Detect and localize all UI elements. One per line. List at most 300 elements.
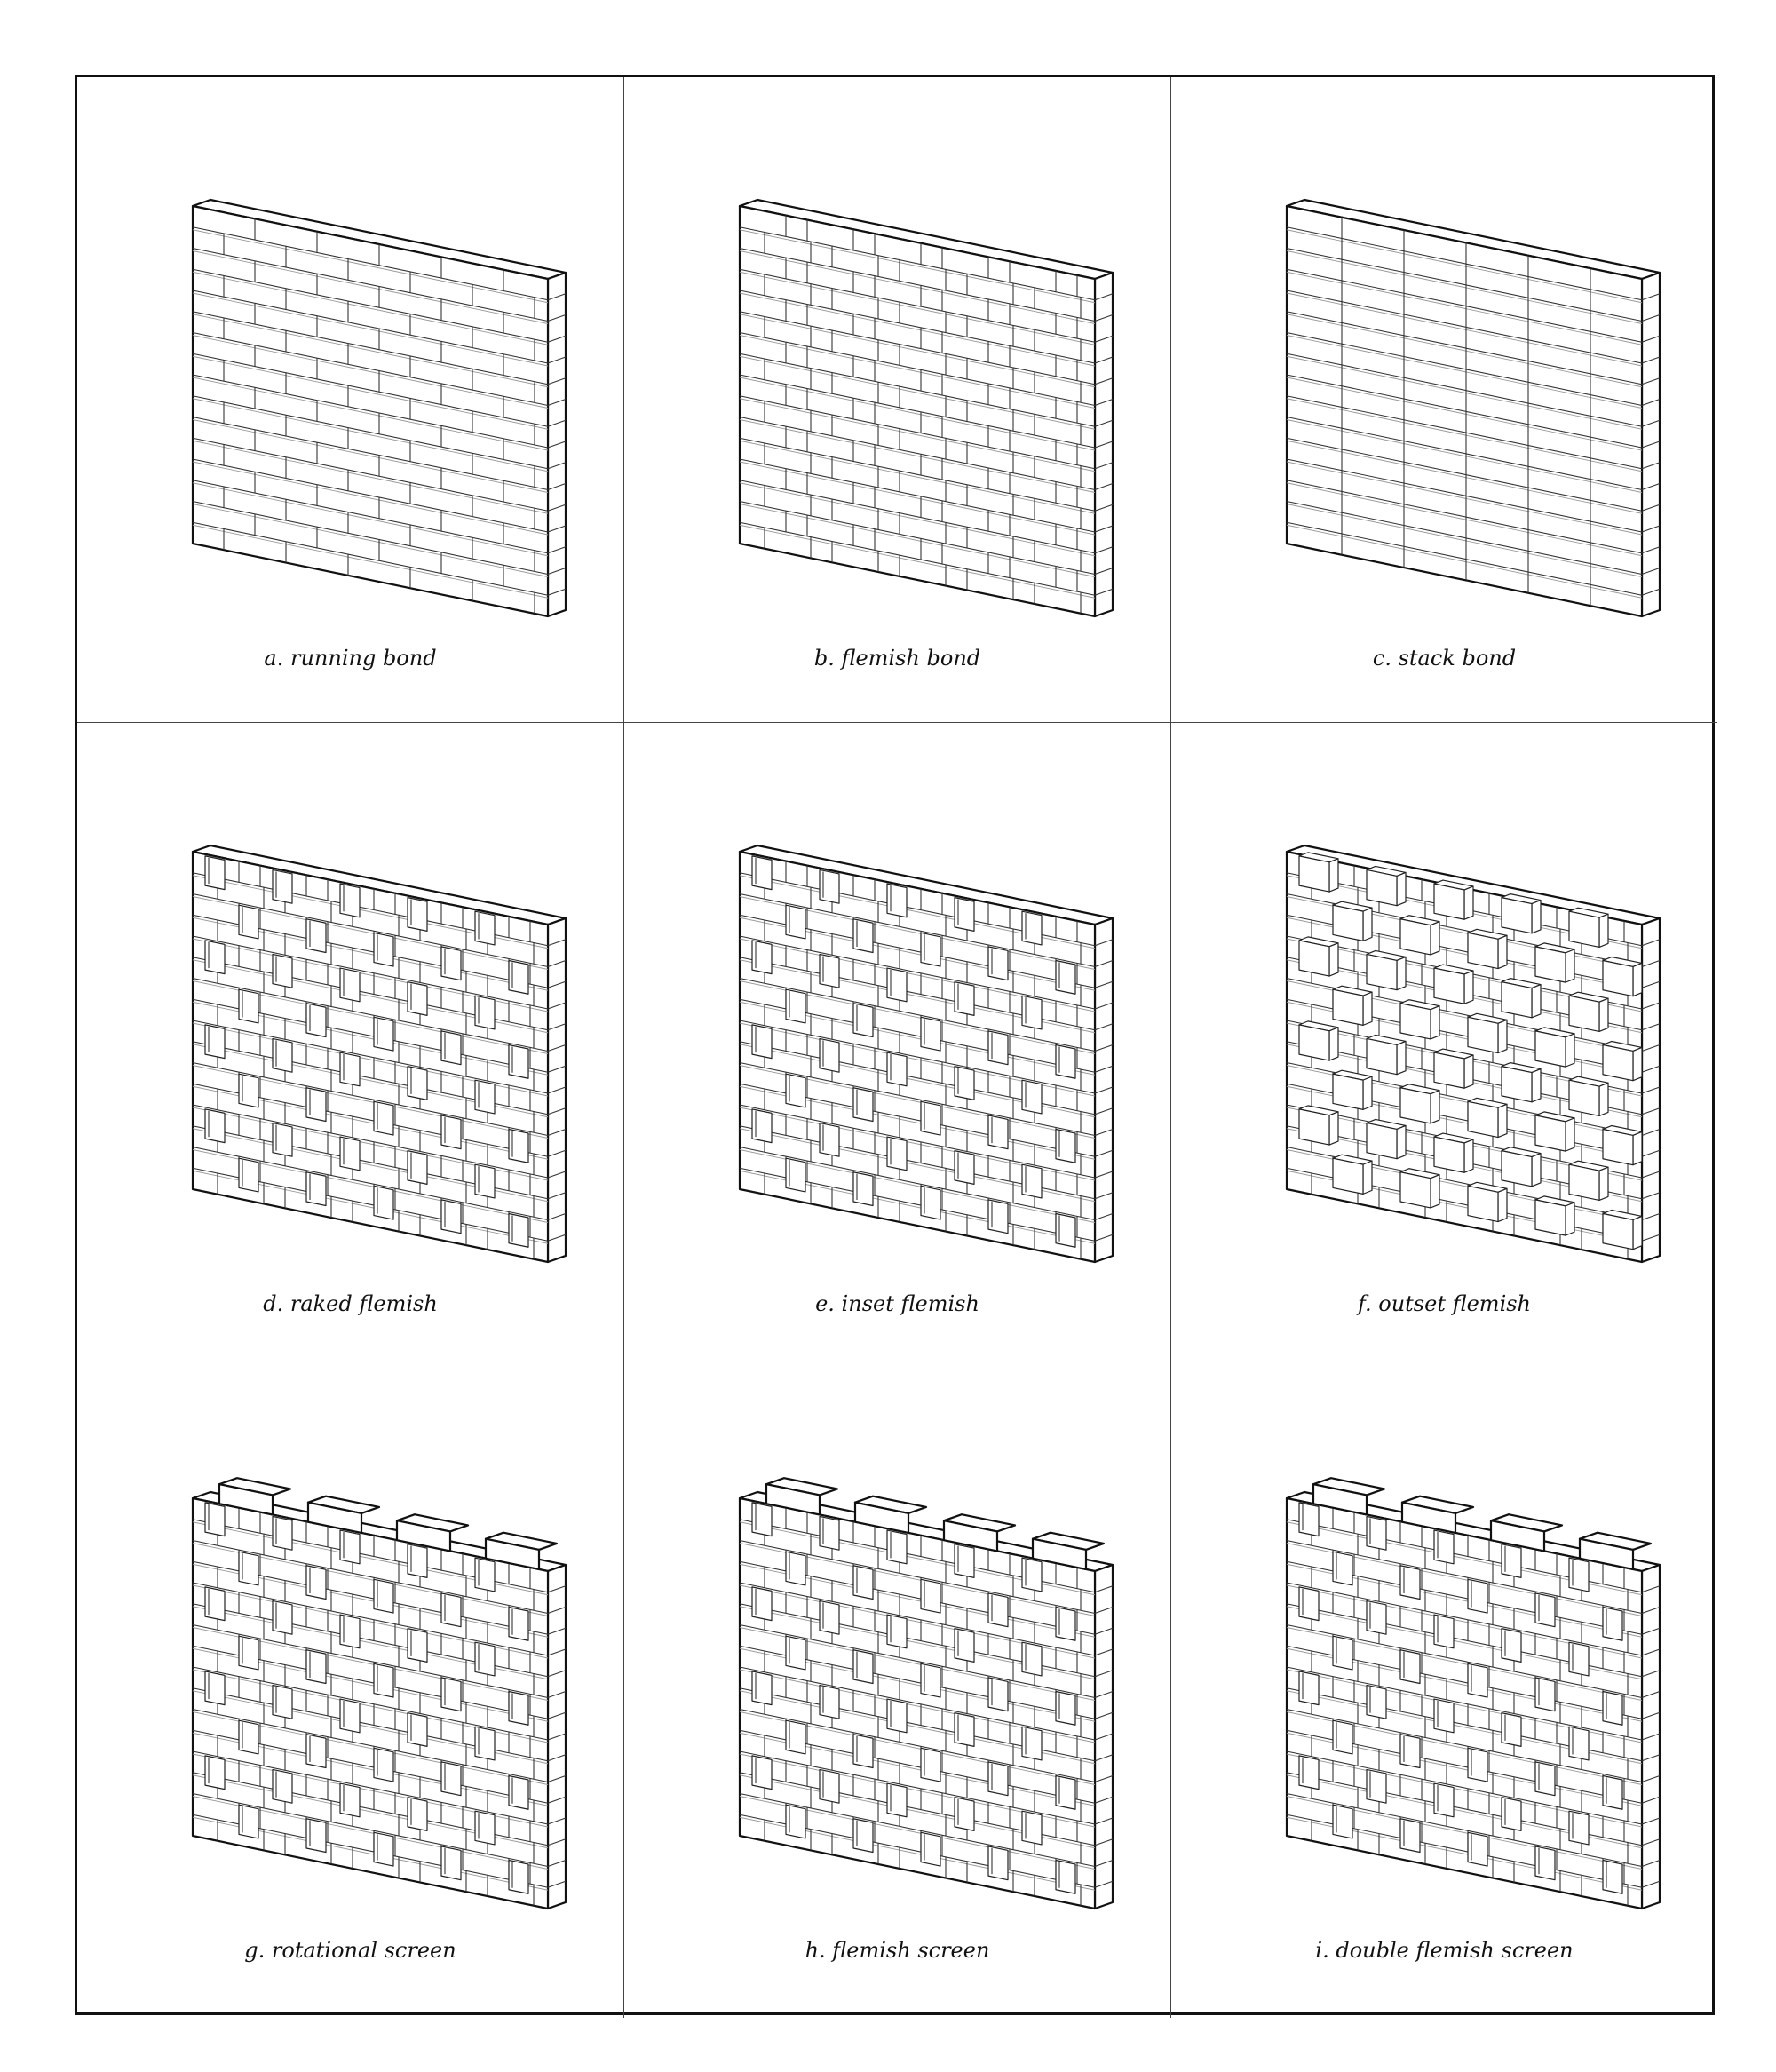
outset-brick-face	[1603, 1129, 1633, 1164]
screen-opening	[820, 1516, 839, 1550]
screen-opening	[273, 1685, 292, 1719]
inset-brick	[752, 941, 772, 974]
inset-brick	[820, 954, 839, 988]
outset-brick-side	[1566, 1118, 1574, 1151]
inset-brick	[820, 869, 839, 903]
screen-opening	[1569, 1727, 1589, 1760]
inset-brick	[921, 1017, 940, 1051]
inset-brick	[786, 905, 805, 939]
outset-brick-face	[1400, 1004, 1431, 1039]
outset-brick-face	[1603, 1044, 1633, 1080]
inset-brick	[921, 1101, 940, 1135]
outset-brick-side	[1431, 922, 1439, 955]
screen-opening	[1056, 1775, 1075, 1809]
screen-opening	[205, 1756, 225, 1790]
inset-brick	[1056, 1129, 1075, 1163]
outset-brick-side	[1329, 943, 1338, 976]
inset-brick	[752, 1025, 772, 1059]
diagram-grid	[75, 75, 1715, 2015]
inset-brick	[921, 1186, 940, 1219]
screen-opening	[1434, 1783, 1454, 1817]
inset-brick	[509, 1129, 528, 1163]
screen-opening	[1400, 1566, 1420, 1600]
screen-opening	[374, 1663, 393, 1697]
inset-brick	[509, 1213, 528, 1247]
inset-brick	[1056, 960, 1075, 994]
screen-opening	[1535, 1846, 1555, 1880]
screen-opening	[340, 1615, 360, 1648]
outset-brick-side	[1397, 1041, 1406, 1074]
screen-opening	[1333, 1552, 1352, 1585]
inset-brick	[887, 968, 907, 1002]
screen-opening	[1569, 1811, 1589, 1845]
outset-brick-face	[1333, 1074, 1363, 1109]
outset-brick-side	[1599, 1167, 1608, 1200]
inset-brick	[408, 982, 427, 1016]
inset-brick	[205, 856, 225, 890]
outset-brick-face	[1400, 1172, 1431, 1208]
inset-brick	[1056, 1213, 1075, 1247]
panel-flemish-screen	[624, 1369, 1171, 2018]
screen-opening	[1434, 1615, 1454, 1648]
screen-opening	[1400, 1650, 1420, 1684]
inset-brick	[853, 1004, 873, 1037]
rotational-screen-wall-drawing	[157, 1472, 530, 1898]
outset-brick-face	[1434, 884, 1464, 919]
screen-opening	[752, 1756, 772, 1790]
inset-brick	[988, 1115, 1008, 1149]
screen-opening	[955, 1544, 974, 1578]
screen-opening	[820, 1685, 839, 1719]
panel-inset-flemish	[624, 723, 1171, 1369]
outset-brick-side	[1329, 1112, 1338, 1145]
inset-brick	[205, 941, 225, 974]
screen-opening	[1468, 1832, 1487, 1866]
screen-opening	[921, 1748, 940, 1782]
screen-opening	[1569, 1642, 1589, 1676]
screen-opening	[988, 1678, 1008, 1711]
inset-brick	[475, 1164, 495, 1198]
screen-opening	[786, 1552, 805, 1585]
inset-brick	[752, 1109, 772, 1143]
inset-brick	[239, 1074, 258, 1107]
screen-opening	[921, 1579, 940, 1613]
inset-brick	[786, 1074, 805, 1107]
screen-opening	[1299, 1671, 1319, 1705]
panel-caption: e. inset flemish	[815, 1291, 979, 1316]
inset-brick	[374, 1101, 393, 1135]
inset-brick	[820, 1123, 839, 1156]
outset-brick-face	[1535, 1031, 1566, 1067]
screen-opening	[853, 1735, 873, 1768]
screen-opening	[988, 1846, 1008, 1880]
panel-outset-flemish	[1171, 723, 1717, 1369]
outset-brick-face	[1535, 947, 1566, 982]
inset-brick	[887, 1137, 907, 1171]
screen-opening	[1056, 1691, 1075, 1725]
inset-flemish-wall-drawing	[704, 825, 1077, 1251]
screen-opening	[955, 1629, 974, 1663]
outset-brick-side	[1363, 1076, 1372, 1109]
screen-opening	[509, 1860, 528, 1893]
screen-opening	[374, 1832, 393, 1866]
inset-brick	[853, 1172, 873, 1206]
inset-brick	[340, 1137, 360, 1171]
inset-brick	[1056, 1044, 1075, 1078]
inset-brick	[239, 989, 258, 1023]
flemish-screen-wall-drawing	[704, 1472, 1077, 1898]
inset-brick	[306, 1004, 326, 1037]
inset-brick	[306, 1088, 326, 1122]
outset-brick-face	[1603, 1213, 1633, 1249]
inset-brick	[887, 884, 907, 917]
raked-flemish-wall-drawing	[157, 825, 530, 1251]
outset-brick-face	[1367, 1123, 1397, 1158]
inset-brick	[374, 933, 393, 966]
screen-opening	[1502, 1798, 1521, 1831]
screen-opening	[1056, 1860, 1075, 1893]
screen-opening	[374, 1748, 393, 1782]
outset-brick-face	[1299, 941, 1329, 976]
screen-opening	[988, 1762, 1008, 1796]
panel-caption: a. running bond	[264, 646, 437, 671]
screen-opening	[853, 1819, 873, 1853]
outset-brick-side	[1363, 992, 1372, 1025]
inset-brick	[509, 960, 528, 994]
inset-brick	[441, 947, 461, 980]
screen-opening	[988, 1593, 1008, 1627]
outset-brick-face	[1367, 954, 1397, 989]
outset-brick-face	[1569, 996, 1599, 1031]
screen-opening	[306, 1650, 326, 1684]
panel-double-flemish-screen	[1171, 1369, 1717, 2018]
screen-opening	[239, 1805, 258, 1838]
outset-brick-face	[1299, 1109, 1329, 1145]
inset-brick	[988, 947, 1008, 980]
screen-opening	[1299, 1587, 1319, 1621]
screen-opening	[306, 1735, 326, 1768]
screen-opening	[887, 1783, 907, 1817]
screen-opening	[1400, 1819, 1420, 1853]
inset-brick	[239, 905, 258, 939]
inset-brick	[273, 869, 292, 903]
screen-opening	[239, 1552, 258, 1585]
screen-opening	[1603, 1607, 1622, 1640]
screen-opening	[955, 1798, 974, 1831]
panel-caption: c. stack bond	[1372, 646, 1517, 671]
outset-brick-face	[1333, 905, 1363, 941]
inset-brick	[786, 1158, 805, 1192]
outset-brick-side	[1498, 1020, 1507, 1052]
outset-brick-face	[1603, 960, 1633, 996]
inset-brick	[441, 1200, 461, 1234]
screen-opening	[820, 1769, 839, 1803]
inset-brick	[988, 1031, 1008, 1065]
screen-opening	[1535, 1762, 1555, 1796]
screen-opening	[752, 1587, 772, 1621]
outset-brick-side	[1532, 901, 1541, 933]
inset-brick	[1022, 1080, 1042, 1114]
inset-brick	[955, 1151, 974, 1185]
screen-opening	[1502, 1713, 1521, 1747]
screen-opening	[786, 1720, 805, 1754]
outset-brick-side	[1633, 1047, 1642, 1080]
outset-brick-face	[1367, 869, 1397, 905]
panel-caption: g. rotational screen	[244, 1938, 456, 1963]
inset-brick	[1022, 996, 1042, 1029]
inset-brick	[1022, 1164, 1042, 1198]
screen-opening	[786, 1805, 805, 1838]
outset-brick-side	[1329, 1028, 1338, 1060]
screen-opening	[205, 1587, 225, 1621]
inset-brick	[752, 856, 772, 890]
inset-brick	[273, 1038, 292, 1072]
outset-brick-side	[1464, 1055, 1473, 1088]
outset-brick-side	[1498, 935, 1507, 968]
outset-brick-side	[1431, 1006, 1439, 1039]
screen-opening	[239, 1720, 258, 1754]
inset-brick	[509, 1044, 528, 1078]
screen-opening	[340, 1530, 360, 1564]
screen-opening	[306, 1566, 326, 1600]
outset-brick-face	[1400, 919, 1431, 955]
inset-brick	[955, 982, 974, 1016]
outset-brick-side	[1397, 872, 1406, 905]
inset-brick	[475, 911, 495, 945]
screen-opening	[1434, 1530, 1454, 1564]
screen-opening	[306, 1819, 326, 1853]
screen-opening	[273, 1516, 292, 1550]
screen-opening	[887, 1699, 907, 1733]
inset-brick	[340, 884, 360, 917]
inset-brick	[273, 954, 292, 988]
double-flemish-screen-wall-drawing	[1251, 1472, 1624, 1898]
outset-brick-side	[1431, 1091, 1439, 1123]
screen-opening	[887, 1615, 907, 1648]
screen-opening	[408, 1713, 427, 1747]
screen-opening	[1333, 1720, 1352, 1754]
inset-brick	[988, 1200, 1008, 1234]
outset-brick-side	[1599, 1083, 1608, 1115]
outset-brick-side	[1464, 886, 1473, 919]
outset-brick-face	[1468, 933, 1498, 968]
panel-rotational-screen	[77, 1369, 624, 2018]
inset-brick	[408, 1151, 427, 1185]
outset-brick-side	[1363, 1161, 1372, 1194]
screen-opening	[921, 1832, 940, 1866]
outset-brick-face	[1299, 1025, 1329, 1060]
inset-brick	[475, 1080, 495, 1114]
outset-brick-face	[1333, 989, 1363, 1025]
outset-brick-side	[1599, 998, 1608, 1031]
screen-opening	[955, 1713, 974, 1747]
screen-opening	[853, 1566, 873, 1600]
screen-opening	[239, 1636, 258, 1670]
screen-opening	[475, 1811, 495, 1845]
screen-opening	[1468, 1579, 1487, 1613]
stack-bond-wall-drawing	[1251, 179, 1624, 606]
outset-brick-face	[1400, 1088, 1431, 1123]
screen-opening	[1367, 1600, 1386, 1634]
screen-opening	[441, 1846, 461, 1880]
panel-caption: d. raked flemish	[263, 1291, 438, 1316]
screen-opening	[1022, 1642, 1042, 1676]
screen-opening	[205, 1503, 225, 1536]
outset-brick-face	[1569, 1080, 1599, 1115]
screen-opening	[1022, 1558, 1042, 1592]
inset-brick	[408, 898, 427, 932]
outset-brick-face	[1367, 1038, 1397, 1074]
screen-opening	[1299, 1503, 1319, 1536]
inset-brick	[205, 1025, 225, 1059]
screen-opening	[1502, 1544, 1521, 1578]
outset-brick-face	[1468, 1017, 1498, 1052]
outset-brick-side	[1566, 949, 1574, 982]
inset-brick	[306, 1172, 326, 1206]
screen-opening	[1367, 1769, 1386, 1803]
screen-opening	[205, 1671, 225, 1705]
screen-opening	[1367, 1516, 1386, 1550]
inset-brick	[340, 1052, 360, 1086]
outset-brick-face	[1434, 968, 1464, 1004]
inset-brick	[887, 1052, 907, 1086]
outset-brick-side	[1464, 1139, 1473, 1172]
outset-brick-face	[1333, 1158, 1363, 1194]
screen-opening	[1434, 1699, 1454, 1733]
outset-brick-side	[1363, 908, 1372, 941]
panel-running-bond	[77, 77, 624, 723]
inset-brick	[340, 968, 360, 1002]
outset-brick-side	[1464, 971, 1473, 1004]
panel-flemish-bond	[624, 77, 1171, 723]
screen-opening	[921, 1663, 940, 1697]
outset-brick-side	[1498, 1104, 1507, 1137]
outset-brick-face	[1468, 1186, 1498, 1221]
screen-opening	[408, 1629, 427, 1663]
outset-brick-side	[1329, 859, 1338, 892]
screen-opening	[820, 1600, 839, 1634]
screen-opening	[1468, 1748, 1487, 1782]
screen-opening	[1569, 1558, 1589, 1592]
outset-brick-face	[1299, 856, 1329, 892]
inset-brick	[1022, 911, 1042, 945]
running-bond-wall-drawing	[157, 179, 530, 606]
screen-opening	[1333, 1805, 1352, 1838]
outset-brick-side	[1397, 957, 1406, 989]
inset-brick	[374, 1017, 393, 1051]
panel-caption: i. double flemish screen	[1315, 1938, 1574, 1963]
inset-brick	[853, 1088, 873, 1122]
inset-brick	[408, 1067, 427, 1100]
screen-opening	[853, 1650, 873, 1684]
outset-brick-face	[1434, 1137, 1464, 1172]
screen-opening	[1535, 1593, 1555, 1627]
inset-brick	[921, 933, 940, 966]
screen-opening	[509, 1691, 528, 1725]
screen-opening	[1056, 1607, 1075, 1640]
outset-brick-face	[1502, 1151, 1532, 1187]
inset-brick	[374, 1186, 393, 1219]
screen-opening	[1603, 1860, 1622, 1893]
inset-brick	[955, 1067, 974, 1100]
inset-brick	[786, 989, 805, 1023]
screen-opening	[475, 1558, 495, 1592]
panel-caption: b. flemish bond	[813, 646, 981, 671]
inset-brick	[475, 996, 495, 1029]
inset-brick	[820, 1038, 839, 1072]
screen-opening	[1603, 1691, 1622, 1725]
screen-opening	[1603, 1775, 1622, 1809]
outset-brick-face	[1535, 1200, 1566, 1235]
screen-opening	[441, 1678, 461, 1711]
screen-opening	[752, 1503, 772, 1536]
screen-opening	[1022, 1727, 1042, 1760]
panel-stack-bond	[1171, 77, 1717, 723]
outset-brick-side	[1566, 1034, 1574, 1067]
inset-brick	[441, 1031, 461, 1065]
screen-opening	[1535, 1678, 1555, 1711]
screen-opening	[441, 1593, 461, 1627]
outset-brick-face	[1535, 1115, 1566, 1151]
outset-brick-side	[1532, 1154, 1541, 1187]
screen-opening	[1502, 1629, 1521, 1663]
screen-opening	[1022, 1811, 1042, 1845]
screen-opening	[273, 1769, 292, 1803]
screen-opening	[752, 1671, 772, 1705]
screen-opening	[475, 1642, 495, 1676]
outset-brick-face	[1502, 982, 1532, 1018]
screen-opening	[1333, 1636, 1352, 1670]
outset-brick-side	[1397, 1125, 1406, 1158]
inset-brick	[205, 1109, 225, 1143]
screen-opening	[273, 1600, 292, 1634]
inset-brick	[853, 919, 873, 953]
outset-brick-side	[1532, 985, 1541, 1018]
outset-brick-face	[1468, 1101, 1498, 1137]
screen-opening	[1299, 1756, 1319, 1790]
screen-opening	[1367, 1685, 1386, 1719]
screen-opening	[340, 1699, 360, 1733]
inset-brick	[273, 1123, 292, 1156]
outset-brick-side	[1633, 1216, 1642, 1249]
screen-opening	[340, 1783, 360, 1817]
outset-brick-side	[1633, 1131, 1642, 1164]
screen-opening	[1400, 1735, 1420, 1768]
screen-opening	[887, 1530, 907, 1564]
panel-raked-flemish	[77, 723, 624, 1369]
inset-brick	[306, 919, 326, 953]
screen-opening	[408, 1798, 427, 1831]
screen-opening	[786, 1636, 805, 1670]
outset-brick-face	[1569, 1164, 1599, 1200]
screen-opening	[509, 1607, 528, 1640]
screen-opening	[475, 1727, 495, 1760]
inset-brick	[955, 898, 974, 932]
outset-brick-face	[1569, 911, 1599, 947]
outset-brick-side	[1498, 1188, 1507, 1221]
screen-opening	[1468, 1663, 1487, 1697]
outset-brick-side	[1566, 1203, 1574, 1235]
inset-brick	[239, 1158, 258, 1192]
screen-opening	[441, 1762, 461, 1796]
inset-brick	[441, 1115, 461, 1149]
panel-caption: f. outset flemish	[1357, 1291, 1532, 1316]
outset-brick-face	[1502, 898, 1532, 933]
panel-caption: h. flemish screen	[805, 1938, 990, 1963]
outset-brick-side	[1599, 914, 1608, 947]
outset-flemish-wall-drawing	[1251, 825, 1624, 1251]
outset-brick-face	[1502, 1067, 1532, 1102]
